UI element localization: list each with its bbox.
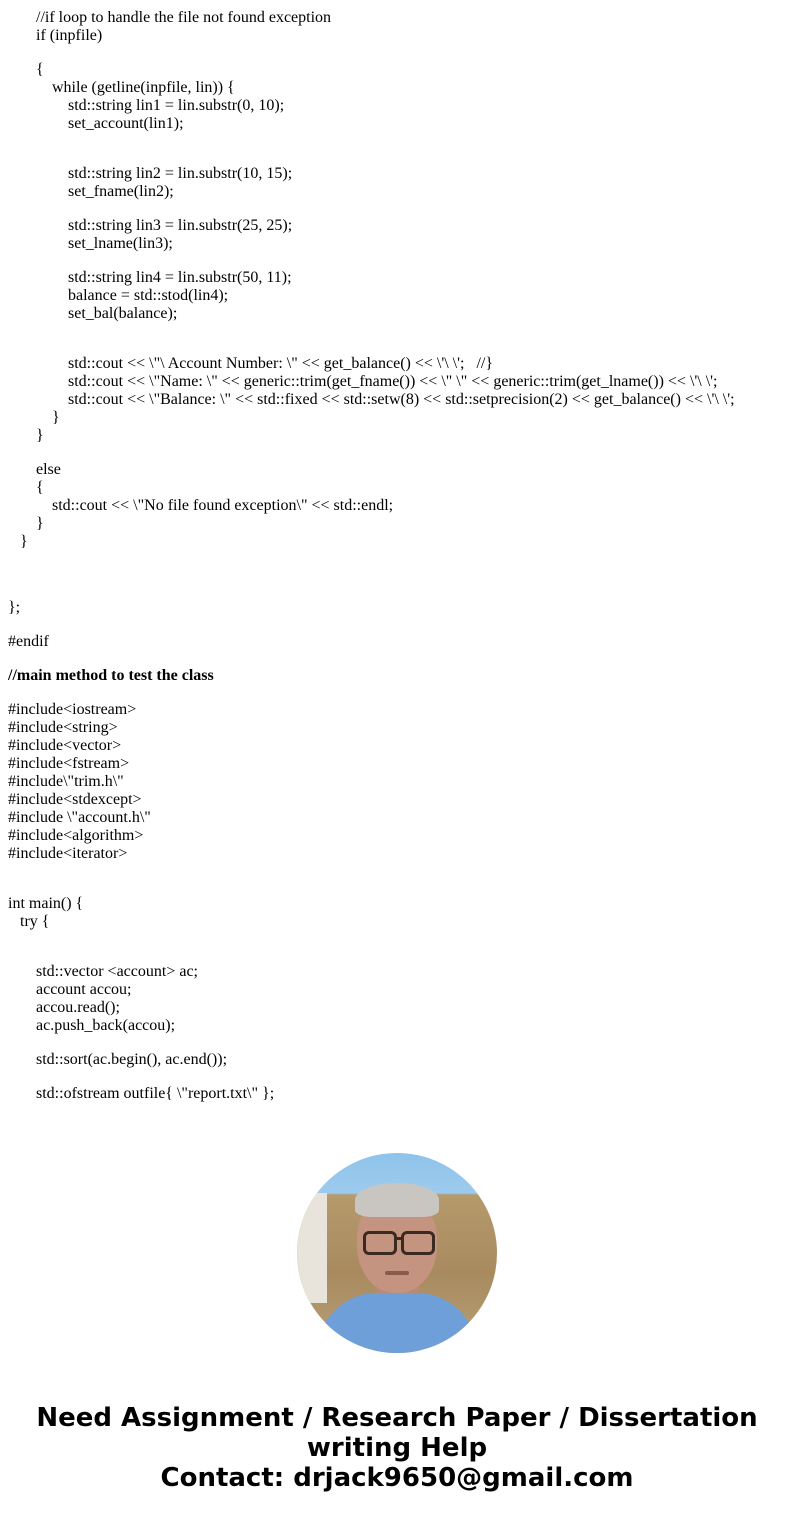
code-line: } [8,427,44,444]
code-line: #include<iostream> [8,701,137,718]
code-line: #endif [8,633,49,650]
code-line: #include \"account.h\" [8,809,151,826]
banner-line-2: writing Help [306,1433,488,1463]
blank-line [8,149,735,165]
blank-line [8,1069,735,1085]
blank-line [8,879,735,895]
code-line: std::cout << \"Balance: \" << std::fixed << std::setw(8) << std::setprecision(2) << get_balance() << \'\ \'; [8,391,735,408]
blank-line [8,567,735,583]
code-line: account accou; [8,981,132,998]
code-line: //if loop to handle the file not found exception [8,9,332,26]
banner-line-1: Need Assignment / Research Paper / Dissertation [36,1403,758,1433]
code-line: #include<iterator> [8,845,128,862]
code-line: if (inpfile) [8,27,103,44]
code-line: int main() { [8,895,84,912]
code-line: std::string lin3 = lin.substr(25, 25); [8,217,293,234]
blank-line [8,45,735,61]
code-line: try { [8,913,50,930]
blank-line [8,133,735,149]
code-line: #include\"trim.h\" [8,773,124,790]
code-line: std::string lin4 = lin.substr(50, 11); [8,269,292,286]
code-line: set_lname(lin3); [8,235,173,252]
code-line: { [8,61,44,78]
code-line: else [8,461,61,478]
code-line: #include<stdexcept> [8,791,142,808]
code-line: set_account(lin1); [8,115,184,132]
blank-line [8,617,735,633]
code-line: #include<fstream> [8,755,130,772]
code-line: { [8,479,44,496]
blank-line [8,445,735,461]
code-listing [8,9,735,1103]
author-photo [297,1153,497,1353]
code-line: set_fname(lin2); [8,183,174,200]
code-line: std::vector <account> ac; [8,963,198,980]
code-line: #include<algorithm> [8,827,144,844]
blank-line [8,947,735,963]
banner-line-3: Contact: drjack9650@gmail.com [160,1463,634,1493]
blank-line [8,863,735,879]
code-line: set_bal(balance); [8,305,178,322]
code-line: std::cout << \"\ Account Number: \" << get_balance() << \'\ \'; //} [8,355,494,372]
blank-line [8,931,735,947]
code-line: std::sort(ac.begin(), ac.end()); [8,1051,228,1068]
section-heading: //main method to test the class [8,667,214,684]
code-line: ac.push_back(accou); [8,1017,176,1034]
code-line: while (getline(inpfile, lin)) { [8,79,235,96]
code-line: } [8,409,60,426]
code-line: std::cout << \"No file found exception\" << std::endl; [8,497,394,514]
blank-line [8,253,735,269]
code-line: std::string lin2 = lin.substr(10, 15); [8,165,293,182]
code-line: } [8,515,44,532]
code-line: } [8,533,28,550]
code-line: }; [8,599,21,616]
code-line: #include<vector> [8,737,122,754]
blank-line [8,1035,735,1051]
blank-line [8,339,735,355]
blank-line [8,685,735,701]
blank-line [8,583,735,599]
code-line: std::string lin1 = lin.substr(0, 10); [8,97,285,114]
blank-line [8,323,735,339]
blank-line [8,551,735,567]
code-line: balance = std::stod(lin4); [8,287,229,304]
code-line: std::ofstream outfile{ \"report.txt\" }; [8,1085,275,1102]
code-line: #include<string> [8,719,118,736]
blank-line [8,651,735,667]
contact-banner [0,1403,794,1493]
code-line: accou.read(); [8,999,120,1016]
code-line: std::cout << \"Name: \" << generic::trim(get_fname()) << \" \" << generic::trim(get_lname()) << \'\ \'; [8,373,718,390]
blank-line [8,201,735,217]
